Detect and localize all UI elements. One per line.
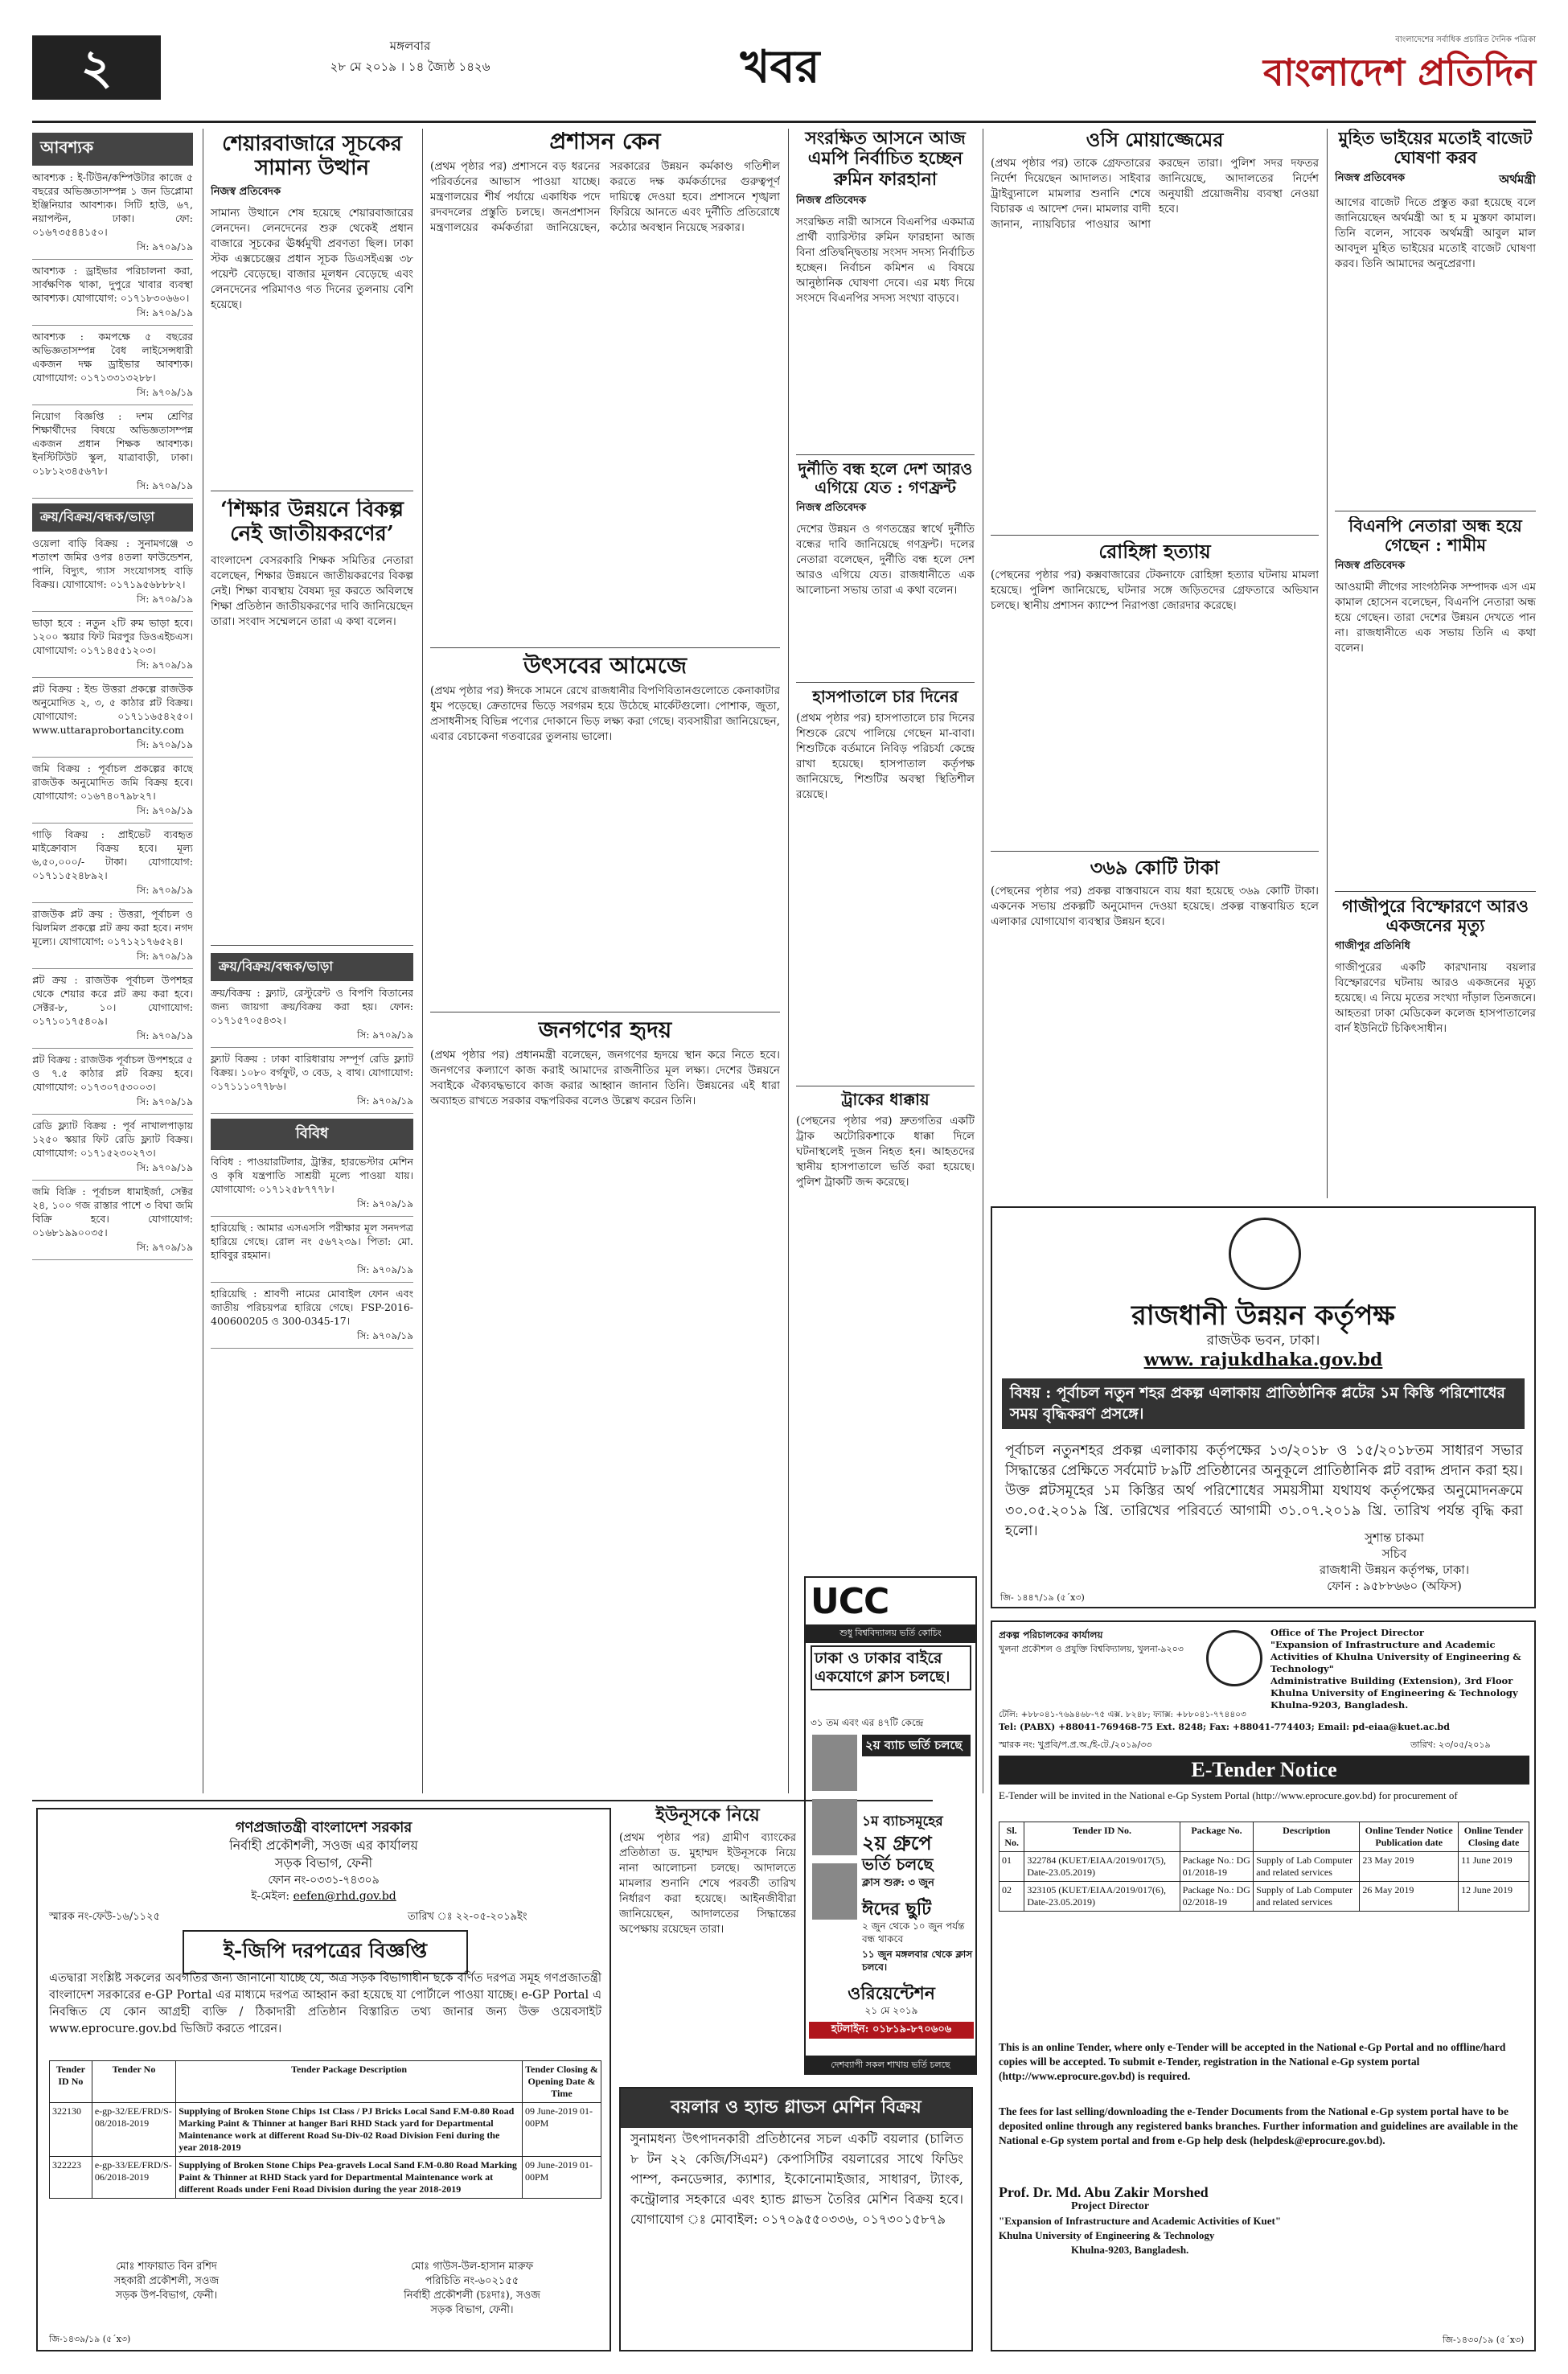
article-byline: নিজস্ব প্রতিবেদক	[796, 194, 867, 207]
page-date: ২৮ মে ২০১৯ । ১৪ জ্যৈষ্ঠ ১৪২৬	[330, 60, 491, 74]
table-cell: 323105 (KUET/EIAA/2019/017(6), Date-23.05.2019)	[1024, 1882, 1180, 1912]
rhd-signer-right	[343, 2260, 601, 2318]
classifieds-column	[32, 133, 193, 1797]
table-header-cell: Tender No	[92, 2061, 175, 2103]
article-headline: ‘শিক্ষার উন্নয়নে বিকল্প নেই জাতীয়করণের’	[220, 499, 404, 546]
table-row	[999, 1852, 1529, 1882]
kuet-contact-bn: টেলি: +৮৮০৪১-৭৬৯৪৬৮-৭৫ এক্স. ৮২৪৮; ফ্যাক্স: +৮৮০৪১-৭৭৪৪০৩	[999, 1710, 1246, 1719]
classified-ad: ক্রয়/বিক্রয় : ফ্ল্যাট, রেস্টুরেন্ট ও বিপণি বিতানের জন্য জায়গা ক্রয়/বিক্রয় করা হয়। ফোন: ০১৭১৫৭০৫৪৩২।	[211, 987, 413, 1026]
classified-ref: সি: ৯৭০৯/১৯	[211, 1029, 413, 1048]
ucc-date: ২১ মে ২০১৯	[864, 2005, 918, 2016]
article-byline-right: অর্থমন্ত্রী	[1499, 172, 1536, 187]
classifieds-list-4	[211, 1155, 413, 1349]
article-headline: ট্রাকের ধাক্কায়	[841, 1090, 930, 1109]
article-body: (প্রথম পৃষ্ঠার পর) হাসপাতালে চার দিনের শিশুকে রেখে পালিয়ে গেছেন মা-বাবা। শিশুটিকে বর্তমানে নিবিড় পরিচর্যা কেন্দ্রে রাখা হয়েছে। হাসপাতাল কর্তৃপক্ষ জানিয়েছে, শিশুটির অবস্থা স্থিতিশীল রয়েছে।	[796, 712, 975, 801]
article-body: (পেছনের পৃষ্ঠার পর) দ্রুতগতির একটি ট্রাক অটোরিকশাকে ধাক্কা দিলে ঘটনাস্থলেই দুজন নিহত হন। আহতদের স্থানীয় হাসপাতালে ভর্তি করা হয়েছে। পুলিশ ট্রাকটি জব্দ করেছে।	[796, 1115, 975, 1189]
share-article	[211, 133, 413, 487]
rajuk-website[interactable]: www. rajukdhaka.gov.bd	[1143, 1349, 1383, 1370]
table-row	[999, 1882, 1529, 1912]
ucc-exam: ৩১ তম এবং এর ৪৭টি কেন্দ্রে	[811, 1717, 924, 1728]
rhd-phone: ফোন নং-০৩৩১-৭৪৩০৯	[268, 1874, 380, 1887]
signer-title: নির্বাহী প্রকৌশলী (চঃদাঃ), সওজ	[404, 2290, 540, 2302]
table-header-cell: Tender Package Description	[176, 2061, 523, 2103]
ucc-batch-title: ১ম ব্যাচসমূহের	[862, 1813, 943, 1830]
signer-dept: সড়ক উপ-বিভাগ, ফেনী।	[115, 2290, 218, 2302]
ucc-start: ক্লাস শুরু: ৩ জুন	[862, 1877, 934, 1889]
classified-ref: সি: ৯৭০৯/১৯	[32, 804, 193, 824]
table-cell: Supply of Lab Computer and related services	[1254, 1882, 1360, 1912]
classified-ad: বিবিধ : পাওয়ারটিলার, ট্রাক্টর, হারভেস্টার মেশিন ও কৃষি যন্ত্রপাতি সাশ্রয়ী মূল্যে পাওয়া যায়। যোগাযোগ: ০১৭১২৫৮৭৭৭৮।	[211, 1156, 413, 1195]
signer-name: মোঃ গাউস-উল-হাসান মারুফ	[410, 2261, 534, 2273]
table-cell: 26 May 2019	[1360, 1882, 1459, 1912]
article-rule	[1335, 891, 1536, 892]
ucc-headline2: ২য় ব্যাচ ভর্তি চলছে	[862, 1735, 971, 1756]
kuet-logo-icon	[1206, 1630, 1262, 1686]
ucc-admission: ভর্তি চলছে	[862, 1854, 934, 1874]
kuet-date: তারিখ: ২৩/০৫/২০১৯	[1410, 1739, 1491, 1750]
article-body: আগের বাজেট দিতে প্রস্তুত করা হয়েছে বলে জানিয়েছেন অর্থমন্ত্রী আ হ ম মুস্তফা কামাল। তিনি বলেন, সাবেক অর্থমন্ত্রী আবুল মাল আবদুল মুহিত ভাইয়ের মতোই বাজেট ঘোষণা করব। তিনি আমাদের অনুপ্রেরণা।	[1335, 196, 1536, 271]
article-headline: প্রশাসন কেন	[549, 129, 661, 154]
rhd-memo: স্মারক নং-ফেউ-১৬/১১২৫	[49, 1911, 160, 1923]
article-byline: নিজস্ব প্রতিবেদক	[796, 502, 867, 514]
article-headline: ৩৬৯ কোটি টাকা	[1090, 856, 1220, 879]
article-rule	[211, 945, 413, 946]
shamim-article	[1335, 516, 1536, 886]
logo-tagline: বাংলাদেশের সর্বাধিক প্রচারিত দৈনিক পত্রিকা	[1395, 35, 1536, 44]
newspaper-logo: বাংলাদেশ প্রতিদিন	[1262, 51, 1536, 94]
table-cell: 12 June 2019	[1459, 1882, 1529, 1912]
rhd-date: তারিখ ঃ ২২-০৫-২০১৯ইং	[408, 1911, 527, 1923]
admin-article	[430, 129, 780, 643]
table-cell: Supplying of Broken Stone Chips Pea-gravels Local Sand F.M-0.80 Road Marking Paint & Thinner at RHD Stack yard for Departmental Maintenance work at different Roads under Feni Road Division during the year 2018-2019	[176, 2157, 523, 2199]
kuet-project: "Expansion of Infrastructure and Academic Activities of Khulna University of Engineering & Technology"	[1270, 1639, 1521, 1674]
table-header-cell: Package No.	[1180, 1822, 1254, 1852]
classified-ref: সি: ৯৭০৯/১৯	[32, 1029, 193, 1049]
page-header	[32, 32, 1536, 105]
rhd-email-label: ই-মেইল:	[251, 1890, 293, 1903]
rhd-tender-table	[49, 2060, 601, 2199]
classified-ad: জমি বিক্রি : পূর্বাচল ধামাইর্জা, সেক্টর ২৪, ১০০ গজ রাস্তার পাশে ৩ বিঘা জমি বিক্রি হবে। যোগাযোগ: ০১৬৮১৯৯০০৩৫।	[32, 1185, 193, 1238]
kuet-header-en	[1270, 1627, 1532, 1711]
boiler-sale-ad	[619, 2087, 973, 2351]
classifieds-list-1	[32, 170, 193, 499]
table-header-cell: Sl. No.	[999, 1822, 1024, 1852]
kuet-title: E-Tender Notice	[999, 1756, 1529, 1785]
kuet-bn-detail: খুলনা প্রকৌশল ও প্রযুক্তি বিশ্ববিদ্যালয়, খুলনা-৯২০৩	[999, 1644, 1184, 1654]
classified-ref: সি: ৯৭০৯/১৯	[211, 1329, 413, 1349]
article-headline: বিএনপি নেতারা অন্ধ হয়ে গেছেন : শামীম	[1348, 516, 1522, 556]
article-body: দেশের উন্নয়ন ও গণতন্ত্রের স্বার্থে দুর্নীতি বন্ধের দাবি জানিয়েছে গণফ্রন্ট। দলের নেতারা বলেছেন, দুর্নীতি বন্ধ হলে দেশ আরও এগিয়ে যেত। রাজধানীতে এক আলোচনা সভায় তারা এ কথা বলেন।	[796, 523, 975, 597]
classified-ref: সি: ৯৭০৯/১৯	[32, 1161, 193, 1181]
rajuk-signer	[1266, 1530, 1523, 1594]
col2-classifieds	[211, 953, 413, 1793]
student-photo-icon	[812, 1799, 857, 1855]
article-rule	[991, 851, 1319, 852]
heart-article	[430, 1017, 780, 1793]
table-header-cell: Online Tender Notice Publication date	[1360, 1822, 1459, 1852]
article-body: বাংলাদেশ বেসরকারি শিক্ষক সমিতির নেতারা বলেছেন, শিক্ষার উন্নয়নে জাতীয়করণের বিকল্প নেই। শিক্ষা ব্যবস্থায় বৈষম্য দূর করতে অবিলম্বে শিক্ষা প্রতিষ্ঠান জাতীয়করণের দাবি জানিয়েছেন তারা। সংবাদ সম্মেলনে তারা এ কথা বলেন।	[211, 553, 413, 628]
hospital-article	[796, 688, 975, 1082]
table-header-cell: Tender ID No.	[1024, 1822, 1180, 1852]
section-title: খবর	[740, 40, 820, 93]
table-cell: 23 May 2019	[1360, 1852, 1459, 1882]
kuet-office: Office of The Project Director	[1270, 1627, 1424, 1638]
rajuk-body: পূর্বাচল নতুনশহর প্রকল্প এলাকায় কর্তৃপক্ষের ১৩/২০১৮ ও ১৫/২০১৮তম সাধারণ সভার সিদ্ধান্তের প্রেক্ষিতে সর্বমোট ৮৯টি প্রতিষ্ঠানের অনুকূলে প্রাতিষ্ঠানিক প্লট বরাদ্দ প্রদান করা হয়। উক্ত প্লটসমূহের ১ম কিস্তির অর্থ পরিশোধের সময়সীমা যথাযথ কর্তৃপক্ষের অনুমোদনক্রমে ৩০.০৫.২০১৯ খ্রি. তারিখের পরিবর্তে আগামী ৩১.০৭.২০১৯ খ্রি. তারিখ পর্যন্ত বৃদ্ধি করা হলো।	[1005, 1443, 1523, 1539]
classified-ad: আবশ্যক : ই-টিউন/কম্পিউটার কাজে ৫ বছরের অভিজ্ঞতাসম্পন্ন ১ জন ডিপ্লোমা ইঞ্জিনিয়ার আবশ্যক। সিটি হাউ, ৬৭, নয়াপল্টন, ঢাকা। ফো: ০১৬৭৩৫৪৪১৫০।	[32, 171, 193, 238]
bottom-rule	[32, 1800, 933, 1801]
article-body: গাজীপুরের একটি কারখানায় বয়লার বিস্ফোরণের ঘটনায় আরও একজনের মৃত্যু হয়েছে। এ নিয়ে মৃতের সংখ্যা দাঁড়াল তিনজনে। আহতরা ঢাকা মেডিকেল কলেজ হাসপাতালের বার্ন ইউনিটে চিকিৎসাধীন।	[1335, 961, 1536, 1036]
table-cell: Supply of Lab Computer and related services	[1254, 1852, 1360, 1882]
reserved-article	[796, 129, 975, 450]
ucc-closed: ২ জুন থেকে ১০ জুন পর্যন্ত বন্ধ থাকবে	[862, 1920, 965, 1945]
article-body: (পেছনের পৃষ্ঠার পর) কক্সবাজারের টেকনাফে রোহিঙ্গা হত্যার ঘটনায় মামলা হয়েছে। পুলিশ জানিয়েছে, ঘটনার সঙ্গে জড়িতদের গ্রেফতারে অভিযান চলছে। স্থানীয় প্রশাসন ক্যাম্পে নিরাপত্তা জোরদার করেছে।	[991, 568, 1319, 612]
rhd-egp-notice	[36, 1808, 611, 2351]
classified-ref: সি: ৯৭০৯/১৯	[32, 1241, 193, 1260]
kuet-city: Khulna-9203, Bangladesh.	[1270, 1699, 1409, 1711]
classified-ref: সি: ৯৭০৯/১৯	[211, 1263, 413, 1283]
article-headline: শেয়ারবাজারে সূচকের সামান্য উত্থান	[222, 133, 402, 180]
kuet-etender-notice	[991, 1620, 1536, 2351]
article-headline: ইউনূসকে নিয়ে	[655, 1805, 760, 1826]
kuet-signer-city: Khulna-9203, Bangladesh.	[1071, 2244, 1189, 2256]
table-cell: 09 June-2019 01-00PM	[523, 2157, 601, 2199]
truck-article	[796, 1090, 975, 1573]
ucc-eid: ঈদের ছুটি	[862, 1899, 932, 1920]
table-row	[50, 2103, 601, 2157]
gazipur-article	[1335, 897, 1536, 1198]
table-cell: 322784 (KUET/EIAA/2019/017(5), Date-23.05.2019)	[1024, 1852, 1180, 1882]
article-byline: নিজস্ব প্রতিবেদক	[1335, 172, 1406, 185]
kuet-signer-title: Project Director	[1071, 2200, 1150, 2212]
classified-ad: জমি বিক্রয় : পূর্বাচল প্রকল্পের কাছে রাজউক অনুমোদিত জমি বিক্রয় হবে। যোগাযোগ: ০১৬৭৪০৭৯৮২৭।	[32, 762, 193, 802]
table-body	[50, 2103, 601, 2199]
ucc-group: ২য় গ্রুপে	[862, 1831, 932, 1854]
ucc-hotline: হটলাইন: ০১৮১৯-৮৭০৬০৬	[809, 2022, 974, 2039]
table-cell: e-gp-32/EE/FRD/S-08/2018-2019	[92, 2103, 175, 2157]
table-cell: Package No.: DG 01/2018-19	[1180, 1852, 1254, 1882]
kuet-note1: This is an online Tender, where only e-Tender will be accepted in the National e-Gp Portal and no offline/hard copies will be accepted. To submit e-Tender, registration in the National e-Gp system portal (http://www.eprocure.gov.bd) is required.	[999, 2041, 1506, 2082]
rajuk-signer-phone: ফোন : ৯৫৮৮৬৬০ (অফিস)	[1327, 1579, 1462, 1593]
ucc-reopen: ১১ জুন মঙ্গলবার থেকে ক্লাস চলবে।	[862, 1949, 973, 1973]
col-rule	[788, 129, 789, 1793]
rhd-email-row	[38, 1887, 610, 1906]
rajuk-ref: জি- ১৪৪৭/১৯ (৫´x৩)	[1000, 1592, 1085, 1603]
table-row	[50, 2157, 601, 2199]
rajuk-notice	[991, 1206, 1536, 1608]
classified-ad: রাজউক প্লট ক্রয় : উত্তরা, পূর্বাচল ও ঝিলমিল প্রকল্পে প্লট ক্রয় করা হবে। নগদ মূল্যে। যোগাযোগ: ০১৭১২১৭৬৫২৪।	[32, 908, 193, 947]
kuet-bn-office: প্রকল্প পরিচালকের কার্যালয়	[999, 1629, 1103, 1641]
classified-ref: সি: ৯৭০৯/১৯	[32, 479, 193, 499]
article-rule	[430, 647, 780, 648]
ucc-branches: দেশব্যাপী সকল শাখায় ভর্তি চলছে	[806, 2056, 975, 2075]
table-cell: 01	[999, 1852, 1024, 1882]
article-byline: নিজস্ব প্রতিবেদক	[1335, 560, 1406, 573]
classifieds-list-3	[211, 986, 413, 1114]
article-headline: উৎসবের আমেজে	[523, 653, 688, 679]
table-cell: e-gp-33/EE/FRD/S-06/2018-2019	[92, 2157, 175, 2199]
rajuk-org: রাজধানী উন্নয়ন কর্তৃপক্ষ	[1131, 1300, 1395, 1332]
page-number-badge: ২	[32, 35, 161, 100]
article-body: (প্রথম পৃষ্ঠার পর) প্রশাসনে বড় ধরনের পরিবর্তনের আভাস পাওয়া যাচ্ছে। মন্ত্রণালয়ের শীর্ষ পর্যায়ে একাধিক পদে রদবদলের প্রস্তুতি চলছে। জনপ্রশাসন মন্ত্রণালয়ের কর্মকর্তারা জানিয়েছেন, সরকারের উন্নয়ন কর্মকাণ্ড গতিশীল করতে দক্ষ কর্মকর্তাদের গুরুত্বপূর্ণ দায়িত্বে দেওয়া হবে। প্রশাসনে শৃঙ্খলা ফিরিয়ে আনতে এবং দুর্নীতি প্রতিরোধে কঠোর অবস্থান নিয়েছে সরকার।	[430, 160, 780, 235]
classified-ref: সি: ৯৭০৯/১৯	[32, 884, 193, 903]
classifieds-section-title: বিবিধ	[211, 1119, 413, 1150]
ucc-headline1: ঢাকা ও ঢাকার বাইরে একযোগে ক্লাস চলছে।	[811, 1645, 971, 1690]
table-cell: Package No.: DG 02/2018-19	[1180, 1882, 1254, 1912]
ucc-logo: UCC	[811, 1581, 889, 1622]
kuet-signer-univ: Khulna University of Engineering & Technology	[999, 2229, 1215, 2241]
article-body: (প্রথম পৃষ্ঠার পর) গ্রামীণ ব্যাংকের প্রতিষ্ঠাতা ড. মুহাম্মদ ইউনূসকে নিয়ে নানা আলোচনা চলছে। আদালতে মামলার শুনানি শেষে পরবর্তী তারিখ নির্ধারণ করা হয়েছে। আইনজীবীরা জানিয়েছেন, আদালতের সিদ্ধান্তের অপেক্ষায় রয়েছেন তারা।	[619, 1831, 796, 1937]
classified-ref: সি: ৯৭০৯/১৯	[32, 240, 193, 260]
table-header-row	[999, 1822, 1529, 1852]
table-cell: 09 June-2019 01-00PM	[523, 2103, 601, 2157]
muhith-article	[1335, 129, 1536, 507]
rhd-office: নির্বাহী প্রকৌশলী, সওজ এর কার্যালয়	[229, 1838, 418, 1853]
article-body: (প্রথম পৃষ্ঠার পর) ঈদকে সামনে রেখে রাজধানীর বিপণিবিতানগুলোতে কেনাকাটার ধুম পড়েছে। ক্রেতাদের ভিড়ে সরগরম হয়ে উঠেছে মার্কেটগুলো। পোশাক, জুতা, প্রসাধনীসহ বিভিন্ন পণ্যের দোকানে ভিড় লক্ষ্য করা গেছে। ব্যবসায়ীরা জানিয়েছেন, এবার বেচাকেনা গতবারের তুলনায় ভালো।	[430, 684, 780, 744]
table-header-cell: Online Tender Closing date	[1459, 1822, 1529, 1852]
signer-name: মোঃ শাফায়াত বিন রশিদ	[116, 2261, 217, 2273]
classified-ref: সি: ৯৭০৯/১৯	[32, 386, 193, 405]
table-cell: 02	[999, 1882, 1024, 1912]
rajuk-subject: বিষয় : পূর্বাচল নতুন শহর প্রকল্প এলাকায় প্রাতিষ্ঠানিক প্লটের ১ম কিস্তি পরিশোধের সময় বৃদ্ধিকরণ প্রসঙ্গে।	[1002, 1378, 1525, 1429]
classified-ad: ভাড়া হবে : নতুন ২টি রুম ভাড়া হবে। ১২০০ স্কয়ার ফিট মিরপুর ডিওএইচএস। যোগাযোগ: ০১৭১৪৫৫১২০৩।	[32, 617, 193, 656]
kuet-signer	[999, 2185, 1336, 2257]
classified-ref: সি: ৯৭০৯/১৯	[32, 593, 193, 612]
article-rule	[796, 454, 975, 455]
classified-ad: রেডি ফ্ল্যাট বিক্রয় : পূর্ব নাখালপাড়ায় ১২৫০ স্কয়ার ফিট রেডি ফ্ল্যাট বিক্রয়। যোগাযোগ: ০১৭১৫২৩০২৭৩।	[32, 1119, 193, 1159]
edu-article	[211, 499, 413, 941]
article-body: (প্রথম পৃষ্ঠার পর) তাকে গ্রেফতারের নির্দেশ দিয়েছেন আদালত। সাইবার ট্রাইব্যুনালে মামলার শুনানি শেষে বিচারক এ আদেশ দেন। মামলার বাদী জানান, ন্যায়বিচার পাওয়ার আশা করছেন তারা। পুলিশ সদর দফতর জানিয়েছে, আদালতের নির্দেশ অনুযায়ী প্রয়োজনীয় ব্যবস্থা নেওয়া হবে।	[991, 156, 1319, 231]
article-rule	[991, 535, 1319, 536]
article-body: (প্রথম পৃষ্ঠার পর) প্রধানমন্ত্রী বলেছেন, জনগণের হৃদয়ে স্থান করে নিতে হবে। জনগণের কল্যাণে কাজ করাই আমাদের রাজনীতির মূল লক্ষ্য। দেশের উন্নয়নে সবাইকে ঐক্যবদ্ধভাবে কাজ করার আহ্বান জানান তিনি। উন্নয়নের এই ধারা অব্যাহত রাখতে সরকার বদ্ধপরিকর বলেও উল্লেখ করেন তিনি।	[430, 1049, 780, 1108]
classified-ad: নিয়োগ বিজ্ঞপ্তি : দশম শ্রেণির শিক্ষার্থীদের বিষয়ে অভিজ্ঞতাসম্পন্ন একজন প্রধান শিক্ষক আবশ্যক। ইনস্টিটিউট স্কুল, যাত্রাবাড়ী, ঢাকা। ০১৮১২৩৪৫৬৭৮।	[32, 410, 193, 477]
table-header-cell: Description	[1254, 1822, 1360, 1852]
rhd-email[interactable]: eefen@rhd.gov.bd	[293, 1890, 396, 1903]
classified-ad: হারিয়েছি : আমার এসএসসি পরীক্ষার মূল সনদপত্র হারিয়ে গেছে। রোল নং ৫৬৭২৩৯। পিতা: মো. হাবিবুর রহমান।	[211, 1222, 413, 1261]
classified-ad: আবশ্যক : কমপক্ষে ৫ বছরের অভিজ্ঞতাসম্পন্ন বৈধ লাইসেন্সধারী একজন দক্ষ ড্রাইভার আবশ্যক। যোগাযোগ: ০১৭১৩৩১৩২৮৮।	[32, 331, 193, 384]
article-headline: দুর্নীতি বন্ধ হলে দেশ আরও এগিয়ে যেত : গণফ্রন্ট	[798, 460, 973, 497]
article-headline: জনগণের হৃদয়	[538, 1017, 672, 1043]
article-body: আওয়ামী লীগের সাংগঠনিক সম্পাদক এস এম কামাল হোসেন বলেছেন, বিএনপি নেতারা অন্ধ হয়ে গেছেন। তারা দেশের উন্নয়ন দেখতে পান না। রাজধানীতে এক সভায় তিনি এ কথা বলেন।	[1335, 581, 1536, 655]
rhd-ref: জি-১৪৩৯/১৯ (৫´x৩)	[49, 2334, 131, 2344]
classified-ref: সি: ৯৭০৯/১৯	[32, 738, 193, 758]
kuet-signer-project: "Expansion of Infrastructure and Academic Activities of Kuet"	[999, 2215, 1282, 2227]
rajuk-signer-name: সুশান্ত চাকমা	[1365, 1530, 1424, 1545]
rhd-notice-title: ই-জিপি দরপত্রের বিজ্ঞপ্তি	[183, 1930, 468, 1974]
article-headline: রোহিঙ্গা হত্যায়	[1098, 540, 1211, 563]
classified-ad: গাড়ি বিক্রয় : প্রাইভেট ব্যবহৃত মাইক্রোবাস বিক্রয় হবে। মূল্য ৬,৫০,০০০/- টাকা। যোগাযোগ: ০১৭১১৫২৪৮৯২।	[32, 828, 193, 881]
table-header-cell: Tender ID No	[50, 2061, 92, 2103]
rajuk-seal-icon	[1229, 1218, 1301, 1290]
ucc-tagline: শুধু বিশ্ববিদ্যালয় ভর্তি কোচিং	[806, 1624, 975, 1643]
rhd-gov: গণপ্রজাতন্ত্রী বাংলাদেশ সরকার	[235, 1819, 413, 1836]
table-cell: Supplying of Broken Stone Chips 1st Class / PJ Bricks Local Sand F.M-0.80 Road Marking Paint & Thinner at hanger Bari RHD Stack yard for Departmental Maintenance work at different Road Su-Div-02 Road Division Feni during the year 2018-2019	[176, 2103, 523, 2157]
article-rule	[796, 682, 975, 683]
article-headline: সংরক্ষিত আসনে আজ এমপি নির্বাচিত হচ্ছেন রুমিন ফারহানা	[805, 129, 966, 190]
classified-ad: প্লট ক্রয় : রাজউক পূর্বাচল উপশহর থেকে শেয়ার করে প্লট ক্রয় করা হবে। সেক্টর-৮, ১০। যোগাযোগ: ০১৭১০১৭৫৪০৯।	[32, 974, 193, 1027]
kuet-note2: The fees for last selling/downloading the e-Tender Documents from the National e-Gp system portal have to be deposited online through any registered banks branches. Further information and guidelines are available in the National e-Gp system portal and from e-Gp help desk (helpdesk@eprocure.gov.bd).	[999, 2105, 1518, 2146]
kuet-ref: জি-১৪৩০/১৯ (৫´x৩)	[1443, 2335, 1525, 2345]
rhd-dept: সড়ক বিভাগ, ফেনী	[274, 1855, 373, 1871]
classified-ad: হারিয়েছি : শ্রাবণী নামের মোবাইল ফোন এবং জাতীয় পরিচয়পত্র হারিয়ে গেছে। FSP-2016-400600205 ও 300-0345-17।	[211, 1288, 413, 1327]
article-byline: গাজীপুর প্রতিনিধি	[1335, 940, 1410, 953]
classified-ref: সি: ৯৭০৯/১৯	[211, 1197, 413, 1217]
col-rule	[1327, 129, 1328, 1198]
rhd-signer-left	[54, 2260, 279, 2303]
kuet-memo: স্মারক নং: খুপ্রবি/প.প্র.অ./ই-টে./২০১৯/৩৩	[999, 1739, 1152, 1750]
rajuk-signer-org: রাজধানী উন্নয়ন কর্তৃপক্ষ, ঢাকা।	[1319, 1563, 1470, 1577]
page-day: মঙ্গলবার	[389, 39, 431, 53]
festival-article	[430, 653, 780, 1007]
rhd-intro: এতদ্বারা সংশ্লিষ্ট সকলের অবগতির জন্য জানানো যাচ্ছে যে, অত্র সড়ক বিভাগাধীন ছকে বর্ণিত দরপত্র সমূহ গণপ্রজাতন্ত্রী বাংলাদেশ সরকারের e-GP Portal এর মাধ্যমে দরপত্র আহ্বান করা হয়েছে যা পোর্টালে পাওয়া যাচ্ছে। e-GP Portal এ নিবন্ধিত যে কোন আগ্রহী ব্যক্তি / ঠিকাদারী প্রতিষ্ঠান বিস্তারিত তথ্য জানার জন্য উক্ত ওয়েবসাইট www.eprocure.gov.bd ভিজিট করতে পারেন।	[49, 1972, 601, 2035]
table-cell: 322130	[50, 2103, 92, 2157]
osi-article	[991, 129, 1319, 531]
table-header-row	[50, 2061, 601, 2103]
boiler-title: বয়লার ও হ্যান্ড গ্লাভস মেশিন বিক্রয়	[621, 2089, 971, 2128]
kuet-building: Administrative Building (Extension), 3rd Floor	[1270, 1675, 1513, 1686]
rohingya-article	[991, 540, 1319, 846]
article-headline: মুহিত ভাইয়ের মতোই বাজেট ঘোষণা করব	[1338, 129, 1533, 168]
taka-article	[991, 856, 1319, 1154]
article-body: সংরক্ষিত নারী আসনে বিএনপির একমাত্র প্রার্থী ব্যারিস্টার রুমিন ফারহানা আজ বিনা প্রতিদ্বন্দ্বিতায় সংসদ সদস্য নির্বাচিত হচ্ছেন। নির্বাচন কমিশন এ বিষয়ে আনুষ্ঠানিক ঘোষণা দেবে। এর মধ্য দিয়ে সংসদে বিএনপির সদস্য সংখ্যা বাড়বে।	[796, 215, 975, 305]
classifieds-section-title: ক্রয়/বিক্রয়/বন্ধক/ভাড়া	[211, 953, 413, 981]
classified-ad: ফ্ল্যাট বিক্রয় : ঢাকা বারিধারায় সম্পূর্ণ রেডি ফ্ল্যাট বিক্রয়। ১০৮০ বর্গফুট, ৩ বেড, ২ বাথ। যোগাযোগ: ০১৭১১১০৭৭৮৬।	[211, 1053, 413, 1092]
article-headline: ওসি মোয়াজ্জেমের	[1086, 129, 1224, 151]
classified-ad: আবশ্যক : ড্রাইভার পরিচালনা করা, সার্বক্ষণিক থাকা, দুপুরে খাবার ব্যবস্থা আবশ্যক। যোগাযোগ: ০১৭১৮৩০৬৬০।	[32, 265, 193, 304]
classifieds-list-2	[32, 536, 193, 1260]
classified-ref: সি: ৯৭০৯/১৯	[32, 950, 193, 969]
classifieds-section-title: ক্রয়/বিক্রয়/বন্ধক/ভাড়া	[32, 503, 193, 532]
classified-ad: প্লট বিক্রয় : রাজউক পূর্বাচল উপশহরে ৫ ও ৭.৫ কাঠার প্লট বিক্রয় হবে। যোগাযোগ: ০১৭৩০৭৫৩০০৩।	[32, 1054, 193, 1093]
rajuk-signer-designation: সচিব	[1381, 1546, 1407, 1561]
article-body: সামান্য উত্থানে শেষ হয়েছে শেয়ারবাজারের লেনদেন। লেনদেনের শুরু থেকেই প্রধান বাজারে সূচকের ঊর্ধ্বমুখী প্রবণতা ছিল। ঢাকা স্টক এক্সচেঞ্জের প্রধান সূচক ডিএসইএক্স ৩৮ পয়েন্ট বেড়েছে। বাজার মূলধন বেড়েছে এবং লেনদেনের পরিমাণও গত দিনের তুলনায় বেশি হয়েছে।	[211, 206, 413, 311]
classified-ref: সি: ৯৭০৯/১৯	[32, 306, 193, 326]
signer-id: পরিচিতি নং-৬০২১৫৫	[425, 2275, 519, 2287]
ucc-orientation: ওরিয়েন্টেশন	[848, 1983, 935, 2004]
kuet-tender-table	[999, 1822, 1529, 1912]
header-rule	[32, 121, 1536, 123]
article-body: (পেছনের পৃষ্ঠার পর) প্রকল্প বাস্তবায়নে ব্যয় ধরা হয়েছে ৩৬৯ কোটি টাকা। একনেক সভায় প্রকল্পটি অনুমোদন দেওয়া হয়েছে। প্রকল্প বাস্তবায়িত হলে এলাকার যোগাযোগ ব্যবস্থার উন্নয়ন হবে।	[991, 884, 1319, 928]
kuet-signer-name: Prof. Dr. Md. Abu Zakir Morshed	[999, 2184, 1209, 2200]
ucc-coaching-ad	[804, 1576, 977, 2075]
signer-title: সহকারী প্রকৌশলী, সওজ	[113, 2275, 220, 2287]
article-headline: গাজীপুরে বিস্ফোরণে আরও একজনের মৃত্যু	[1342, 897, 1529, 936]
student-photo-icon	[812, 1735, 857, 1791]
article-headline: হাসপাতালে চার দিনের	[812, 688, 958, 706]
kuet-univ: Khulna University of Engineering & Technology	[1270, 1687, 1518, 1698]
corruption-article	[796, 460, 975, 677]
classified-ref: সি: ৯৭০৯/১৯	[211, 1095, 413, 1114]
classified-ad: প্লট বিক্রয় : ইন্ড উত্তরা প্রকল্পে রাজউক অনুমোদিত ২, ৩, ৫ কাঠার প্লট বিক্রয়। যোগাযোগ: ০১৭১১৬৫৪২৫০। www.uttaraprobortancity.com	[32, 683, 193, 736]
classified-ad: ওয়েলা বাড়ি বিক্রয় : সুনামগঞ্জে ৩ শতাংশ জমির ওপর ৪তলা ফাউন্ডেশন, পানি, বিদ্যুৎ, গ্যাস সংযোগসহ বাড়ি বিক্রয়। যোগাযোগ: ০১৭১৯৫৬৮৮৮২।	[32, 537, 193, 590]
signer-dept: সড়ক বিভাগ, ফেনী।	[430, 2304, 514, 2316]
classifieds-section-title: আবশ্যক	[32, 133, 193, 166]
byline-row	[1335, 167, 1536, 195]
student-photo-icon	[812, 1863, 857, 1920]
table-cell: 11 June 2019	[1459, 1852, 1529, 1882]
classified-ref: সি: ৯৭০৯/১৯	[32, 1095, 193, 1115]
article-byline: নিজস্ব প্রতিবেদক	[211, 185, 281, 198]
table-body	[999, 1852, 1529, 1912]
col-rule	[422, 129, 423, 1793]
table-header-cell: Tender Closing & Opening Date & Time	[523, 2061, 601, 2103]
unus-article	[619, 1805, 796, 2119]
classified-ref: সি: ৯৭০৯/১৯	[32, 659, 193, 678]
table-cell: 322223	[50, 2157, 92, 2199]
boiler-body: সুনামধন্য উৎপাদনকারী প্রতিষ্ঠানের সচল একটি বয়লার (চালিত ৮ টন ২২ কেজি/সিএম²) কেপাসিটির বয়লারের সাথে ফিডিং পাম্প, কনডেন্সার, ক্যাশার, ইকোনোমাইজার, সাধারণ, ট্যাংক, কন্ট্রোলার সহকারে এবং হ্যান্ড গ্লাভস তৈরির মেশিন বিক্রয় হবে। যোগাযোগ ঃ মোবাইল: ০১৭০৯৫৫০৩৩৬, ০১৭৩০১৫৮৭৯	[630, 2131, 963, 2227]
kuet-intro: E-Tender will be invited in the National e-Gp System Portal (http://www.eprocure.gov.bd) for procurement of	[999, 1789, 1458, 1801]
kuet-contact-en: Tel: (PABX) +88041-769468-75 Ext. 8248; Fax: +88041-774403; Email: pd-eiaa@kuet.ac.bd	[999, 1722, 1450, 1732]
rajuk-address: রাজউক ভবন, ঢাকা।	[1206, 1333, 1320, 1349]
